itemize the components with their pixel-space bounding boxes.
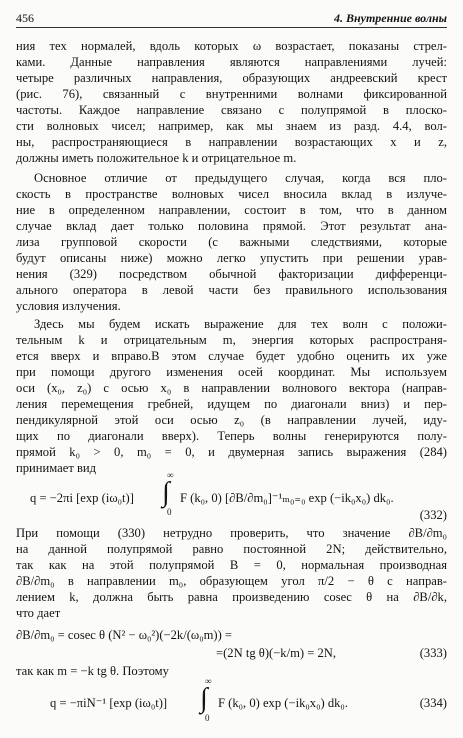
text-line: условия излучения. (16, 299, 121, 313)
text-line: ния тех нормалей, вдоль которых ω возрастает, показаны стрел- (16, 39, 447, 53)
text-line: на данной полупрямой равно постоянной 2N; действительно, (16, 542, 447, 556)
eq332-left: q = −2πi [exp (iω₀t)] (30, 491, 134, 505)
text-line: что дает (16, 606, 61, 620)
text-line: должны иметь положительное k и отрицательное m. (16, 151, 297, 165)
eq332-integral-sign: ∫ (162, 477, 170, 508)
text-line: скость в пространстве волновых чисел вносила вклад в излуче- (16, 187, 447, 201)
therefore-line: так как m = −k tg θ. Поэтому (16, 664, 169, 678)
eq334-left: q = −πiN⁻¹ [exp (iω₀t)] (50, 696, 168, 710)
text-line: лением k, должна быть равна произведению cosec θ на ∂B/∂k, (16, 590, 447, 604)
text-line: нения (329) посредством обычной факторизации дифференци- (16, 267, 447, 281)
page-header (16, 11, 447, 28)
text-line: лиза групповой скорости (с важными следствиями, которые (16, 235, 447, 249)
text-line: ∂B/∂m₀ в направлении m₀, образующем угол π/2 − θ с направ- (16, 574, 447, 588)
text-line: ны, распространяющиеся в направлении возрастающих x и z, (16, 135, 447, 149)
page-number: 456 (16, 11, 34, 25)
text-line: частоты. Каждое направление связано с полупрямой в плоско- (16, 103, 447, 117)
eq332-lower-limit: 0 (167, 507, 172, 517)
text-line: случае вклад дает только половина прямой. Этот результат ана- (16, 219, 447, 233)
text-line: ние в определенном направлении, состоит в том, что в данном (16, 203, 447, 217)
text-line: щих по диагонали вверх). Теперь волны генерируются полу- (16, 429, 447, 443)
eq334-number: (334) (419, 696, 447, 710)
eq334-lower-limit: 0 (205, 713, 210, 723)
text-line: так как на этой полупрямой B = 0, нормальная производная (16, 558, 447, 572)
text-line: сти волновых чисел; например, как мы знаем из разд. 4.4, вол- (16, 119, 447, 133)
text-line: тельным k и отрицательным m, энергия которых распространя- (16, 333, 447, 347)
text-line: прямой k₀ > 0, m₀ = 0, и двумерная запись выражения (284) (16, 445, 447, 459)
text-line: пендикулярной этой оси осью z₀ (в направлении лучей, иду- (16, 413, 447, 427)
eq332-right: F (k₀, 0) [∂B/∂m₀]⁻¹ₘ₀₌₀ exp (−ik₀x₀) dk₀. (180, 491, 394, 505)
text-line: четыре различных направления, образующих андреевский крест (16, 71, 447, 85)
text-line: Основное отличие от предыдущего случая, когда вся пло- (34, 171, 447, 185)
eq334-integral-sign: ∫ (200, 683, 208, 714)
eq333-line2: =(2N tg θ)(−k/m) = 2N, (216, 646, 337, 660)
eq332-upper-limit: ∞ (167, 470, 174, 480)
eq334-right: F (k₀, 0) exp (−ik₀x₀) dk₀. (218, 696, 348, 710)
text-line: ального оператора в левой части без правильного использования (16, 283, 447, 297)
eq334-upper-limit: ∞ (205, 676, 212, 686)
text-line: будут описаны ниже) можно легко упустить при решении урав- (16, 251, 447, 265)
text-line: При помощи (330) нетрудно проверить, что значение ∂B/∂m₀ (16, 526, 447, 540)
text-line: принимает вид (16, 461, 97, 475)
eq333-line1: ∂B/∂m₀ = cosec θ (N² − ω₀²)(−2k/(ω₀m)) = (16, 628, 233, 642)
text-line: ется вверх и вправо.В этом случае будет удобно оценить их уже (16, 349, 447, 363)
text-line: (рис. 76), связанный с внутренними волнами фиксированной (16, 87, 447, 101)
eq333-number: (333) (419, 646, 447, 660)
eq332-number: (332) (419, 508, 447, 522)
text-line: Здесь мы будем искать выражение для тех волн с положи- (34, 317, 447, 331)
text-line: оси (x₀, z₀) с осью x₀ в направлении волнового вектора (направ- (16, 381, 447, 395)
chapter-title: 4. Внутренние волны (333, 11, 447, 25)
text-line: ками. Данные направления являются направлениями лучей: (16, 55, 447, 69)
text-line: ления перемещения гребней, идущем по диагонали вниз) и пер- (16, 397, 447, 411)
text-line: при помощи другого изменения осей координат. Мы используем (16, 365, 447, 379)
